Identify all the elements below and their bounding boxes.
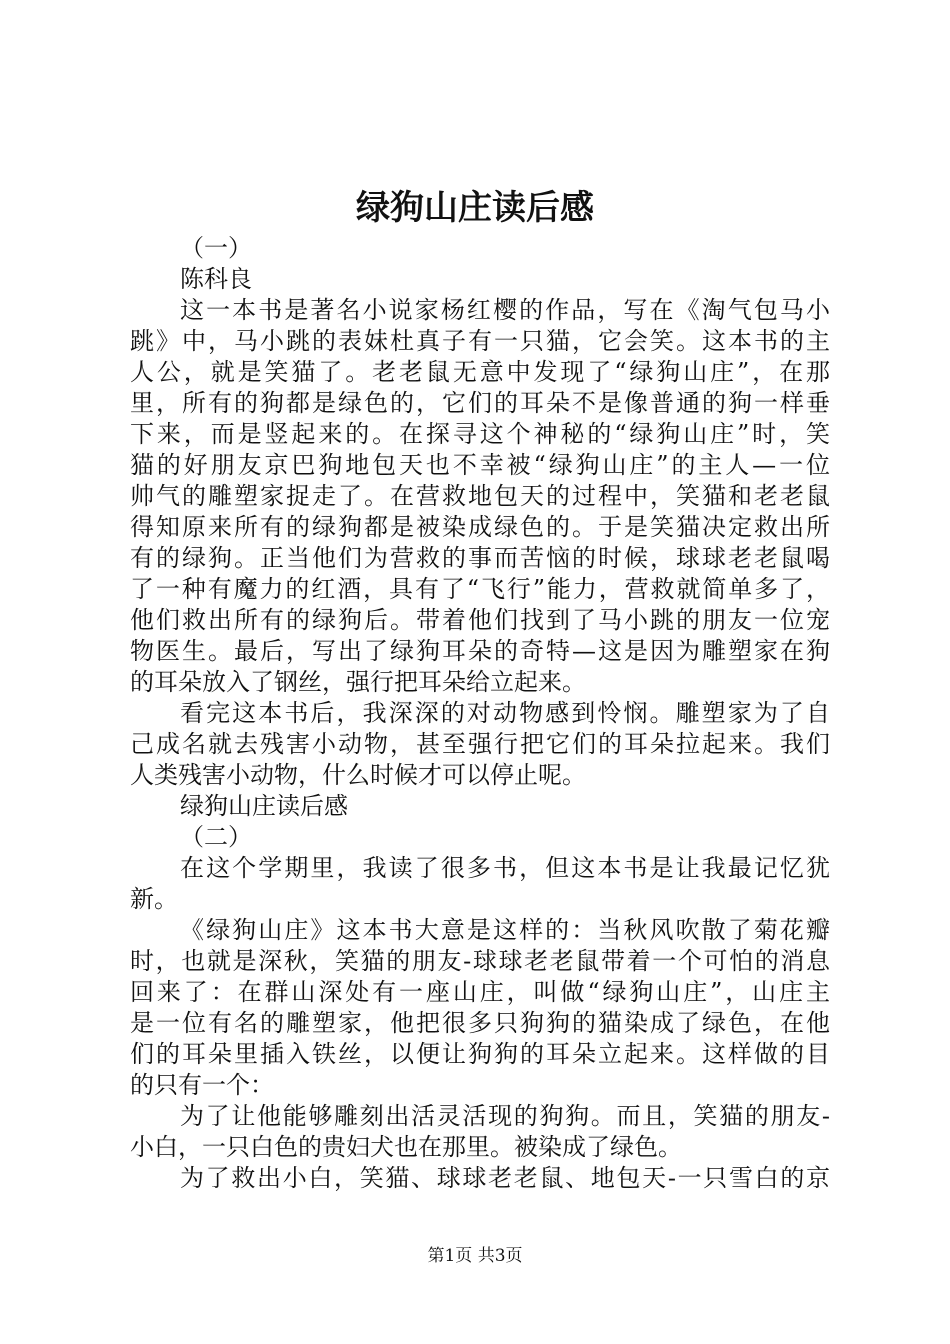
text-line: 回来了：在群山深处有一座山庄，叫做“绿狗山庄”，山庄主 (130, 978, 830, 1006)
text-line: 他们救出所有的绿狗后。带着他们找到了马小跳的朋友一位宠 (130, 606, 830, 634)
text-line: 己成名就去残害小动物，甚至强行把它们的耳朵拉起来。我们 (130, 730, 830, 758)
text-line: 们的耳朵里插入铁丝，以便让狗狗的耳朵立起来。这样做的目 (130, 1040, 830, 1068)
text-line: 绿狗山庄读后感 (180, 792, 348, 820)
text-line: 《绿狗山庄》这本书大意是这样的：当秋风吹散了菊花瓣 (180, 916, 830, 944)
text-line: 有的绿狗。正当他们为营救的事而苦恼的时候，球球老老鼠喝 (130, 544, 830, 572)
document-body (130, 233, 830, 1194)
text-line: 时，也就是深秋，笑猫的朋友-球球老老鼠带着一个可怕的消息 (130, 947, 830, 975)
text-line: 陈科良 (180, 265, 252, 293)
text-line: 得知原来所有的绿狗都是被染成绿色的。于是笑猫决定救出所 (130, 513, 830, 541)
text-line: 猫的好朋友京巴狗地包天也不幸被“绿狗山庄”的主人—一位 (130, 451, 830, 479)
text-line: 的只有一个： (130, 1071, 274, 1099)
text-line: 人类残害小动物，什么时候才可以停止呢。 (130, 761, 586, 789)
text-line: 看完这本书后，我深深的对动物感到怜悯。雕塑家为了自 (180, 699, 830, 727)
document-title: 绿狗山庄读后感 (356, 188, 594, 228)
text-line: 人公，就是笑猫了。老老鼠无意中发现了“绿狗山庄”，在那 (130, 358, 830, 386)
text-line: 跳》中，马小跳的表妹杜真子有一只猫，它会笑。这本书的主 (130, 327, 830, 355)
text-line: 是一位有名的雕塑家，他把很多只狗狗的猫染成了绿色，在他 (130, 1009, 830, 1037)
text-line: 在这个学期里，我读了很多书，但这本书是让我最记忆犹 (180, 854, 830, 882)
text-line: 物医生。最后，写出了绿狗耳朵的奇特—这是因为雕塑家在狗 (130, 637, 830, 665)
text-line: 下来，而是竖起来的。在探寻这个神秘的“绿狗山庄”时，笑 (130, 420, 830, 448)
text-line: 帅气的雕塑家捉走了。在营救地包天的过程中，笑猫和老老鼠 (130, 482, 830, 510)
text-line: 的耳朵放入了钢丝，强行把耳朵给立起来。 (130, 668, 586, 696)
text-line: 为了救出小白，笑猫、球球老老鼠、地包天-一只雪白的京 (180, 1164, 830, 1192)
text-line: 这一本书是著名小说家杨红樱的作品，写在《淘气包马小 (180, 296, 830, 324)
text-line: （二） (180, 823, 252, 851)
text-line: 为了让他能够雕刻出活灵活现的狗狗。而且，笑猫的朋友- (180, 1102, 830, 1130)
page-footer: 第1页 共3页 (427, 1246, 523, 1266)
text-line: （一） (180, 234, 252, 262)
text-line: 小白，一只白色的贵妇犬也在那里。被染成了绿色。 (130, 1133, 682, 1161)
text-line: 了一种有魔力的红酒，具有了“飞行”能力，营救就简单多了， (130, 575, 830, 603)
text-line: 里，所有的狗都是绿色的，它们的耳朵不是像普通的狗一样垂 (130, 389, 830, 417)
text-line: 新。 (130, 885, 178, 913)
